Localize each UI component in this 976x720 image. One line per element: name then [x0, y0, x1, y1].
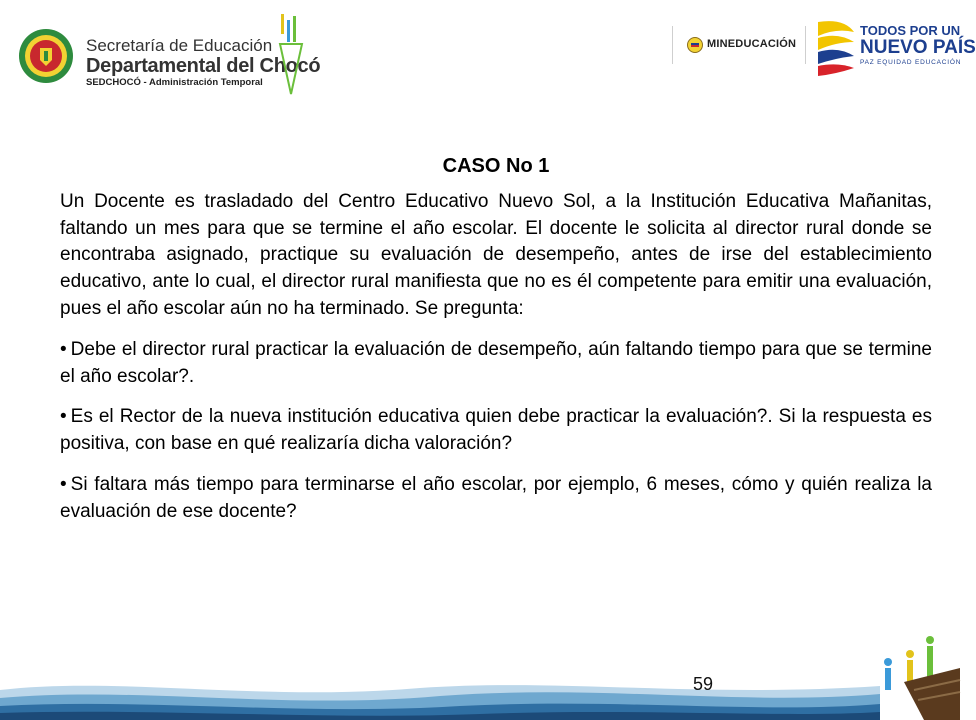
question-bullet-1: [60, 337, 932, 391]
secretaria-line1: Secretaría de Educación: [86, 36, 273, 55]
case-paragraph: Un Docente es trasladado del Centro Educativo Nuevo Sol, a la Institución Educativa Mañanitas, faltando un mes para que se termine el año escolar. El docente le solicita al director rural donde se encontraba asignado, practique su evaluación de desempeño, antes de irse del establecimiento educativo, ante lo cual, el director rural manifiesta que no es él competente para emitir una evaluación, pues el año escolar aún no ha terminado. Se pregunta:: [60, 190, 932, 319]
secretaria-line2: Departamental del Chocó: [86, 55, 321, 77]
question-text-3: Si faltara más tiempo para terminarse el año escolar, por ejemplo, 6 meses, cómo y quién realiza la evaluación de ese docente?: [60, 473, 932, 522]
mineducacion-text: MINEDUCACIÓN: [707, 38, 797, 50]
footer-wave-decoration: [0, 672, 960, 720]
case-title: CASO No 1: [442, 155, 550, 177]
tpn-line2: NUEVO PAÍS: [860, 37, 976, 58]
header: [0, 0, 976, 110]
mineducacion-logo: [672, 26, 806, 64]
choco-seal-icon: [18, 28, 74, 84]
slide-content: [60, 153, 932, 540]
bullet-icon: •: [60, 338, 67, 360]
tpn-line1: TODOS POR UN: [860, 23, 961, 38]
page-number: 59: [693, 674, 714, 694]
secretaria-line3: SEDCHOCÓ - Administración Temporal: [86, 77, 263, 88]
secretaria-logo-text: [86, 36, 321, 89]
todos-por-un-nuevo-pais-text: [860, 23, 976, 67]
bullet-icon: •: [60, 406, 67, 428]
people-boat-icon: [874, 628, 960, 720]
question-text-2: Es el Rector de la nueva institución educativa quien debe practicar la evaluación?. Si la respuesta es positiva, con base en qué realizaría dicha valoración?: [60, 406, 932, 455]
colombia-shield-icon: [687, 37, 703, 53]
pencil-logo-icon: [278, 14, 304, 96]
bullet-icon: •: [60, 473, 67, 495]
question-text-1: Debe el director rural practicar la evaluación de desempeño, aún faltando tiempo para que se termine el año escolar?.: [60, 338, 932, 387]
todos-por-un-nuevo-pais-icon: [814, 18, 858, 78]
tpn-line3: PAZ EQUIDAD EDUCACIÓN: [860, 59, 962, 66]
question-bullet-3: [60, 472, 932, 526]
question-bullet-2: [60, 404, 932, 458]
